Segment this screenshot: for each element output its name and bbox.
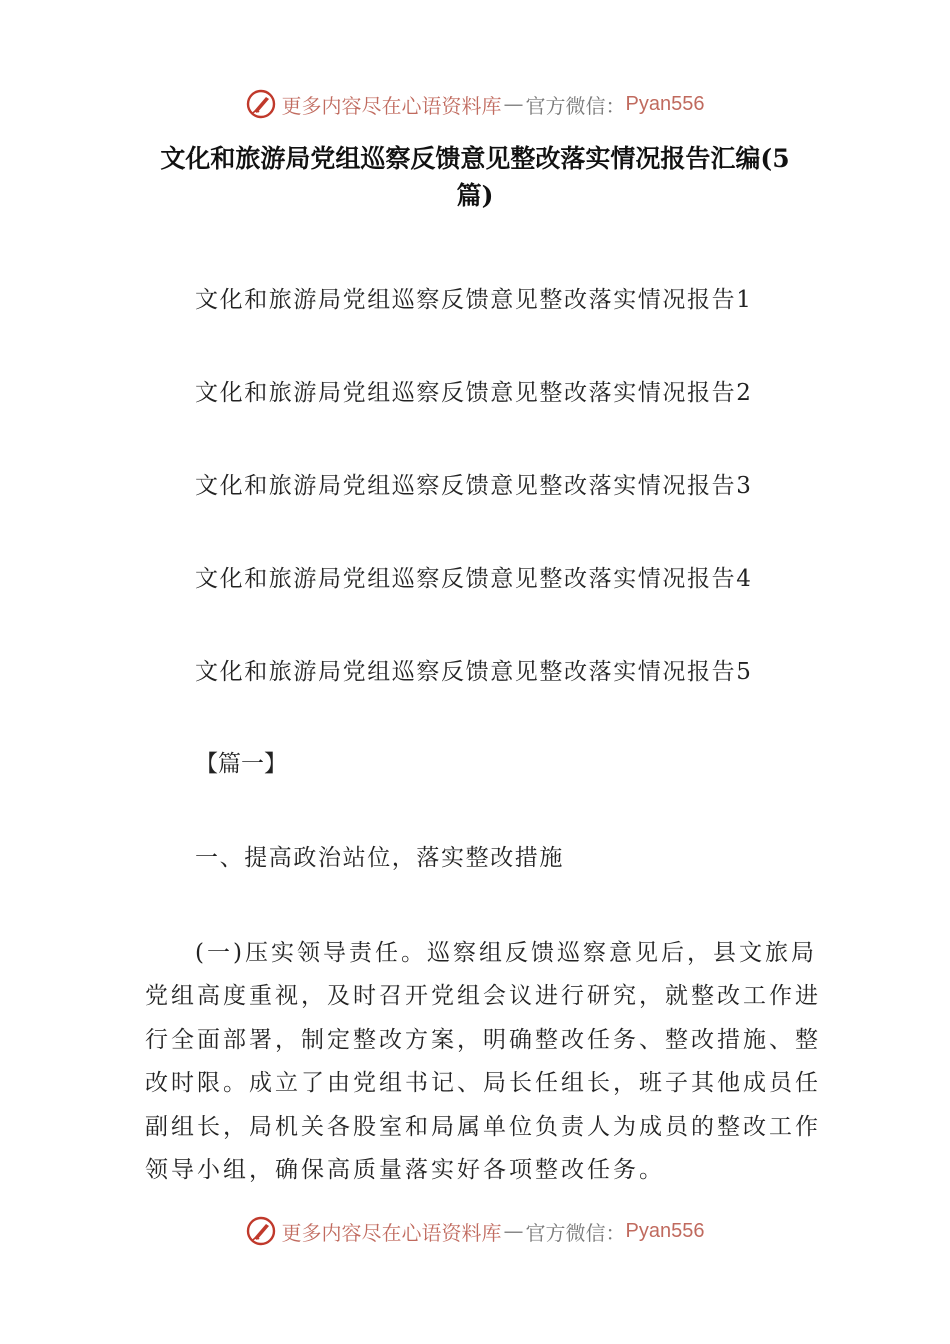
banner-dash: — — [503, 1219, 524, 1243]
toc-item-4: 文化和旅游局党组巡察反馈意见整改落实情况报告4 — [195, 566, 753, 592]
paragraph-line: 行全面部署，制定整改方案，明确整改任务、整改措施、整 — [145, 1026, 821, 1053]
banner-wechat-label: 官方微信： — [525, 93, 626, 118]
paragraph-line: (一)压实领导责任。巡察组反馈巡察意见后，县文旅局 — [195, 940, 817, 966]
section-label: 【篇一】 — [195, 751, 287, 777]
paragraph-line: 领导小组，确保高质量落实好各项整改任务。 — [145, 1157, 665, 1184]
document-title: 文化和旅游局党组巡察反馈意见整改落实情况报告汇编(5篇) — [160, 144, 790, 210]
banner-wechat-id: Pyan556 — [625, 1219, 705, 1242]
paragraph-line: 副组长，局机关各股室和局属单位负责人为成员的整改工作 — [145, 1113, 821, 1140]
banner-wechat-id: Pyan556 — [625, 92, 705, 115]
toc-item-1: 文化和旅游局党组巡察反馈意见整改落实情况报告1 — [195, 287, 753, 313]
quill-logo-icon — [246, 89, 276, 119]
paragraph-line: 改时限。成立了由党组书记、局长任组长，班子其他成员任 — [145, 1070, 821, 1097]
paragraph-line: 党组高度重视，及时召开党组会议进行研究，就整改工作进 — [145, 983, 821, 1010]
toc-item-2: 文化和旅游局党组巡察反馈意见整改落实情况报告2 — [195, 380, 753, 406]
section-heading: 一、提高政治站位，落实整改措施 — [195, 845, 564, 871]
banner-brand-text: 更多内容尽在心语资料库 — [281, 93, 502, 118]
banner-dash: — — [503, 92, 524, 116]
body-paragraph — [145, 932, 821, 1192]
toc-item-5: 文化和旅游局党组巡察反馈意见整改落实情况报告5 — [195, 659, 753, 685]
header-watermark-banner — [0, 84, 950, 124]
quill-logo-icon — [246, 1216, 276, 1246]
footer-watermark-banner — [0, 1211, 950, 1251]
banner-wechat-label: 官方微信： — [525, 1220, 626, 1245]
toc-item-3: 文化和旅游局党组巡察反馈意见整改落实情况报告3 — [195, 473, 753, 499]
banner-brand-text: 更多内容尽在心语资料库 — [281, 1220, 502, 1245]
